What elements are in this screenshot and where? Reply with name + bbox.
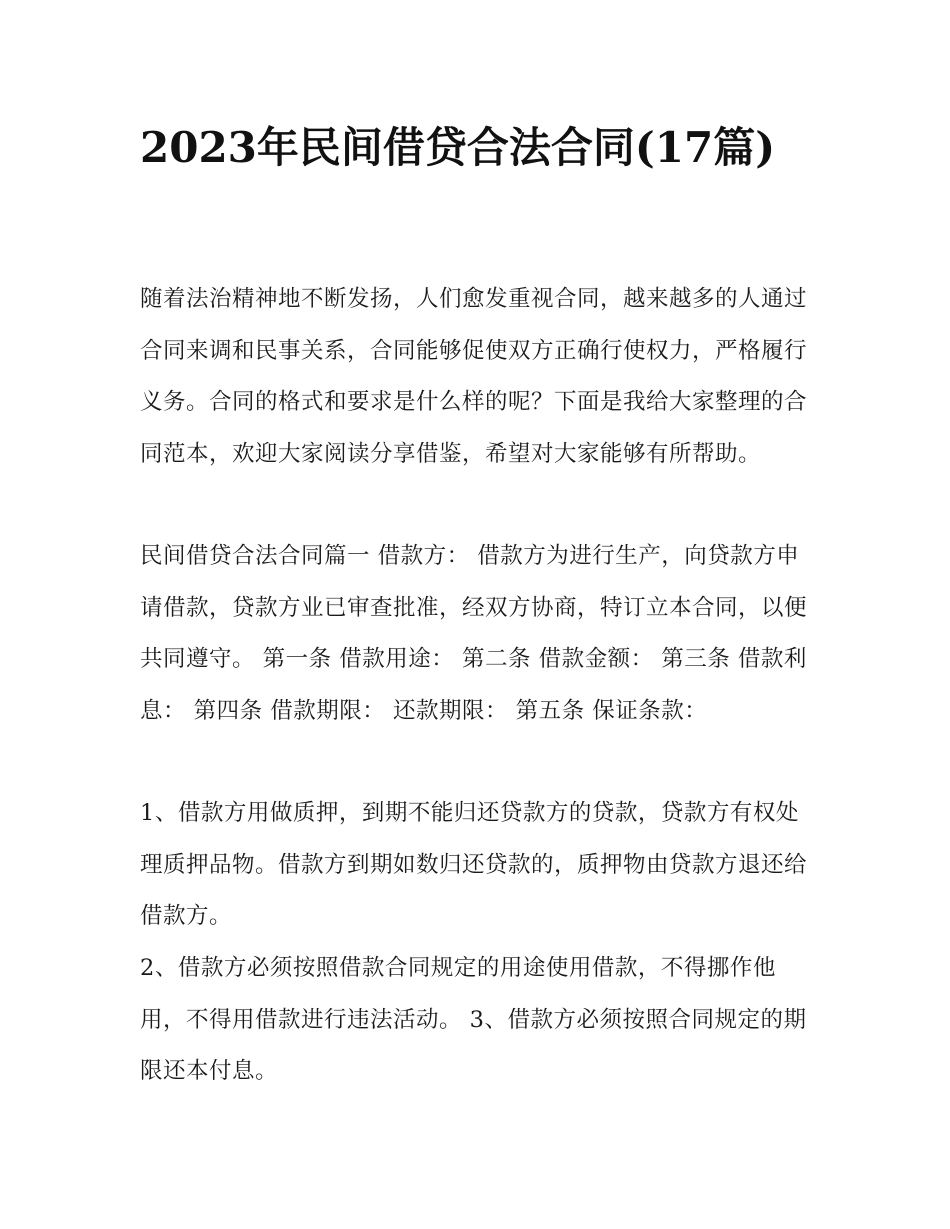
clause-one-paragraph: 1、借款方用做质押，到期不能归还贷款方的贷款，贷款方有权处理质押品物。借款方到期如数归还贷款的，质押物由贷款方退还给借款方。 — [140, 800, 808, 930]
document-title: 2023年民间借贷合法合同(17篇) — [140, 123, 776, 172]
intro-paragraph: 随着法治精神地不断发扬，人们愈发重视合同，越来越多的人通过合同来调和民事关系，合同能够促使双方正确行使权力，严格履行义务。合同的格式和要求是什么样的呢？下面是我给大家整理的合同范本，欢迎大家阅读分享借鉴，希望对大家能够有所帮助。 — [140, 286, 808, 467]
contract-section-one-paragraph: 民间借贷合法合同篇一 借款方： 借款方为进行生产，向贷款方申请借款，贷款方业已审查批准，经双方协商，特订立本合同，以便共同遵守。 第一条 借款用途： 第二条 借款金额： 第三条 借款利息： 第四条 借款期限： 还款期限： 第五条 保证条款： — [140, 543, 808, 724]
clause-two-three-paragraph: 2、借款方必须按照借款合同规定的用途使用借款，不得挪作他用，不得用借款进行违法活动。 3、借款方必须按照合同规定的期限还本付息。 — [140, 955, 807, 1085]
